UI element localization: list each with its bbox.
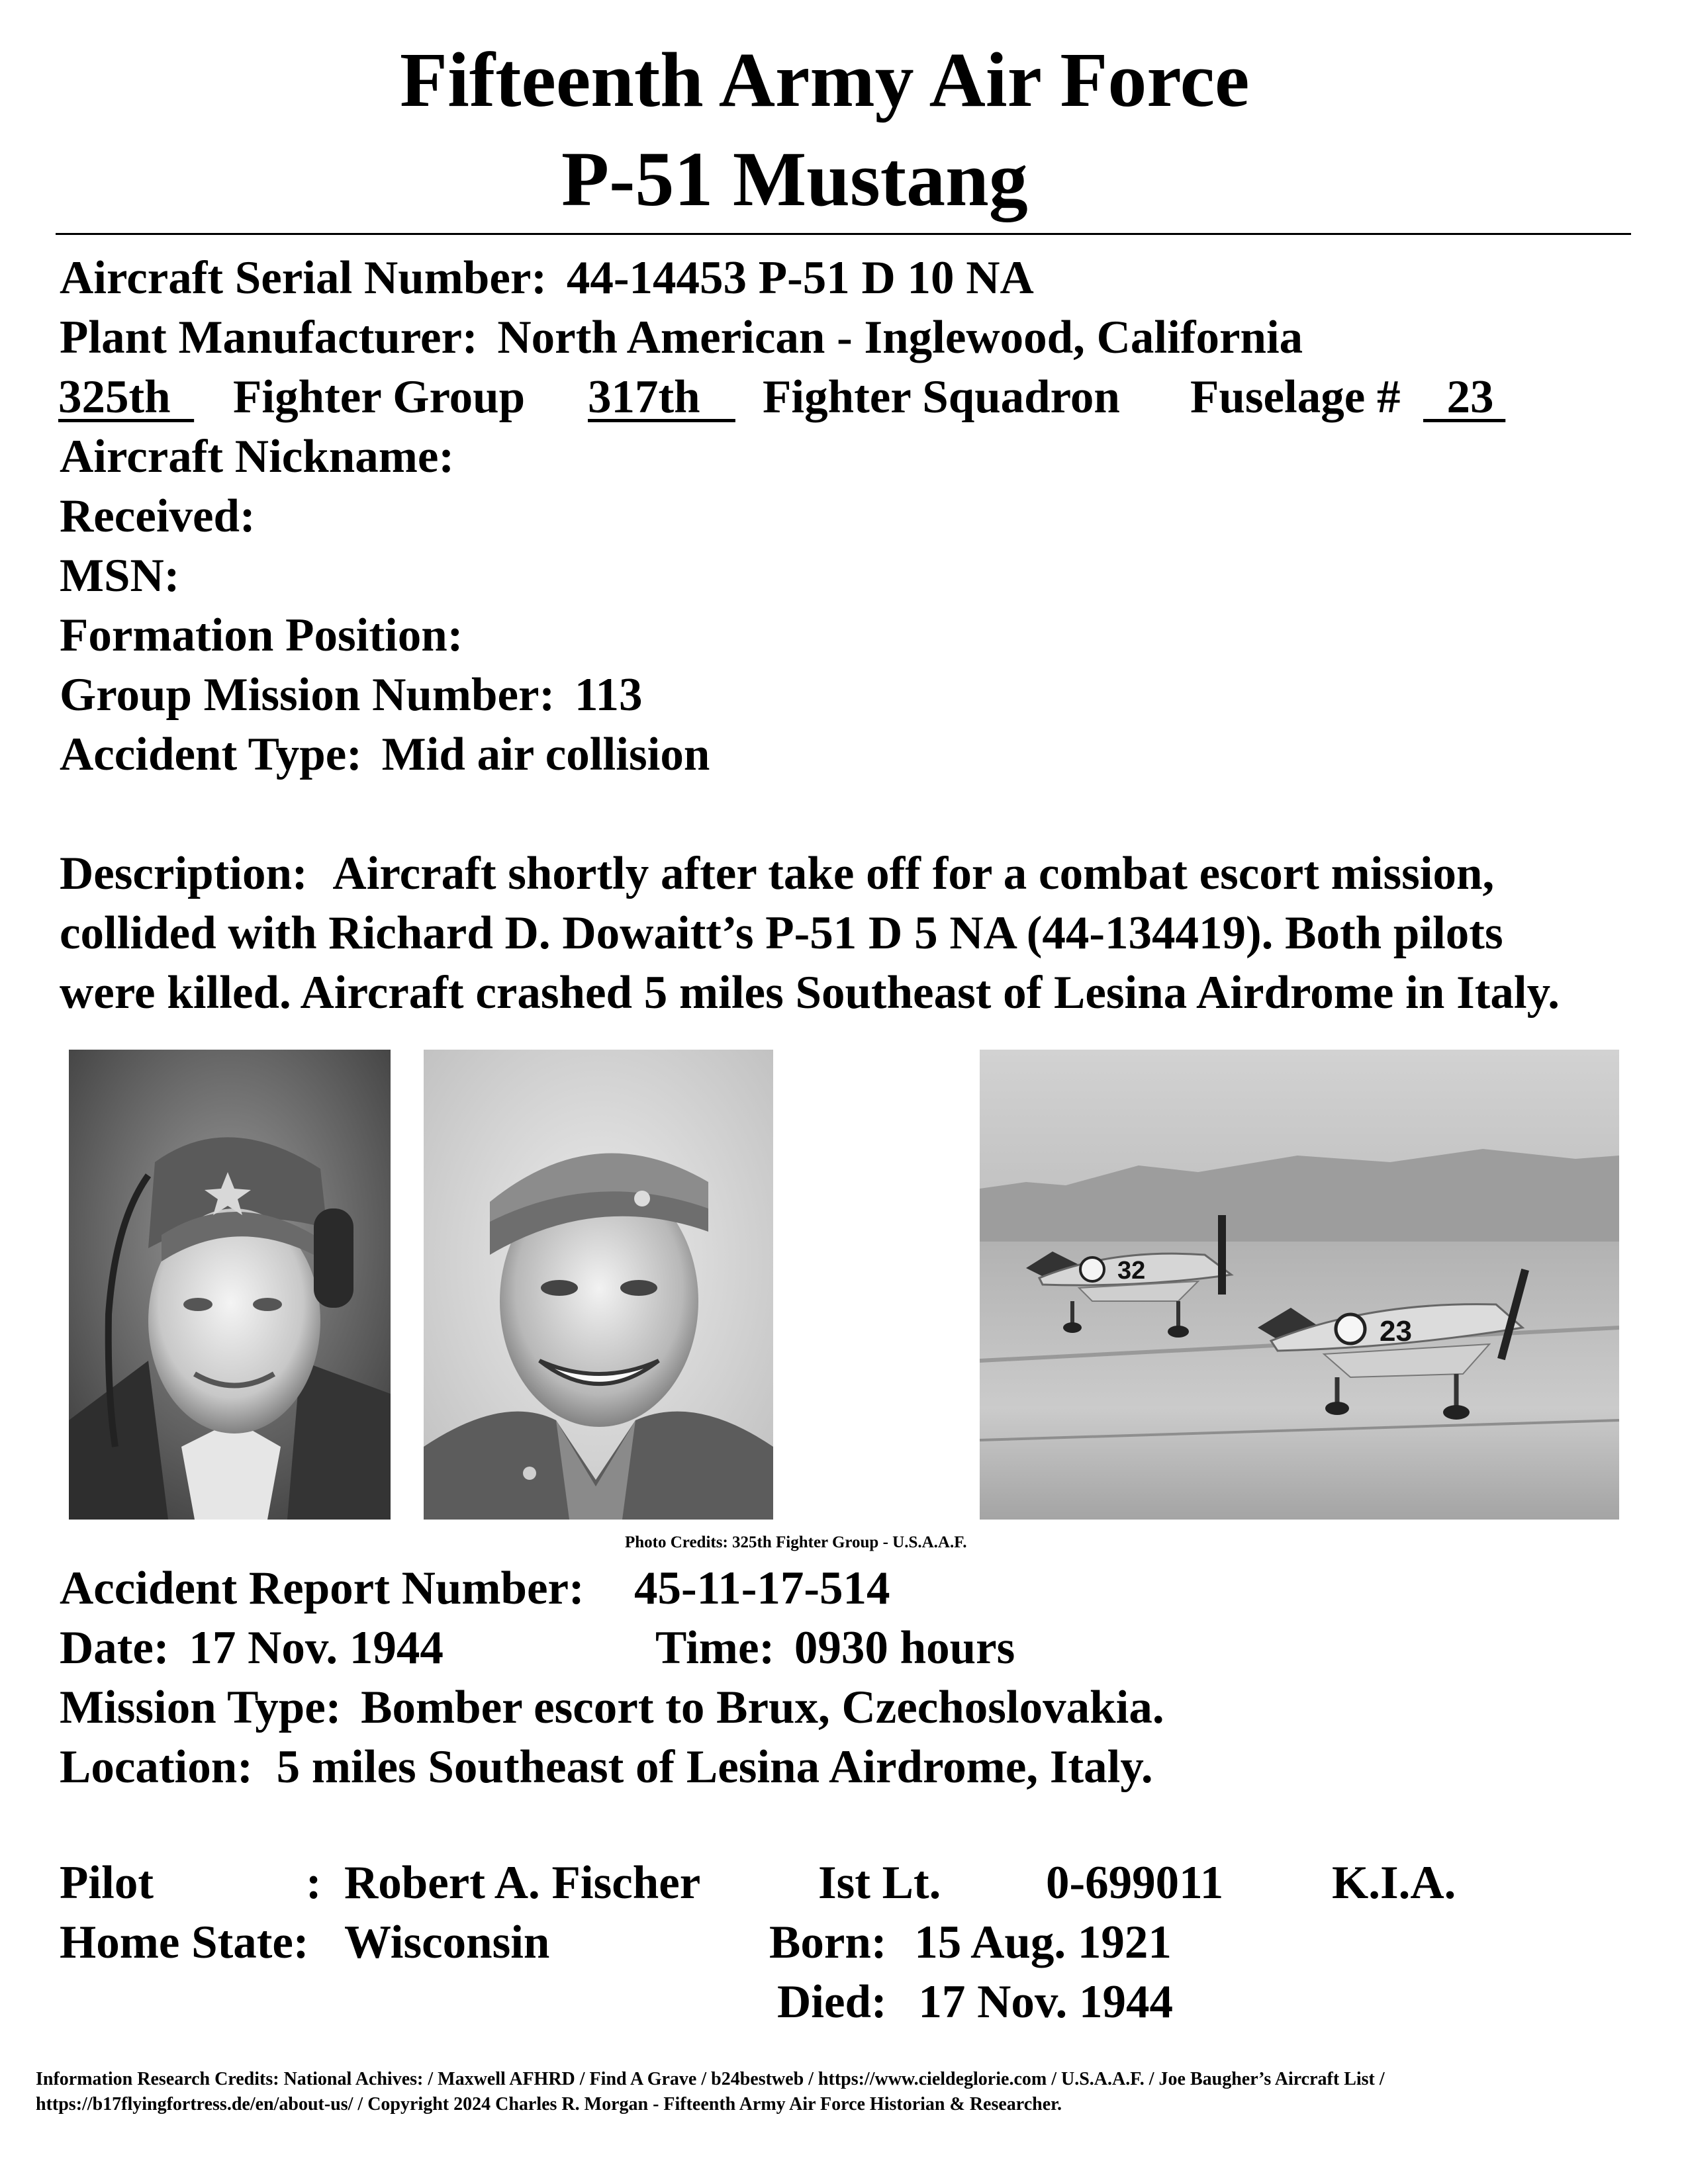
description-label: Description: (60, 848, 308, 899)
description-line-2: collided with Richard D. Dowaitt’s P-51 D 5 NA (44-134419). Both pilots (60, 907, 1503, 959)
location-value: 5 miles Southeast of Lesina Airdrome, Italy. (276, 1741, 1153, 1793)
nickname-label: Aircraft Nickname: (60, 431, 455, 482)
group-mission-number-row (60, 669, 643, 721)
died-value: 17 Nov. 1944 (918, 1976, 1174, 2028)
fuselage-label: Fuselage # (1190, 371, 1401, 423)
fighter-group-value: 325th (58, 371, 195, 423)
born-row (769, 1919, 1172, 1966)
description-line-3: were killed. Aircraft crashed 5 miles Southeast of Lesina Airdrome in Italy. (60, 967, 1560, 1019)
pilot-portrait-photo-2 (424, 1050, 773, 1520)
msn-label: MSN: (60, 550, 180, 602)
mission-type-label: Mission Type: (60, 1682, 342, 1733)
group-mission-number-value: 113 (574, 669, 643, 721)
time-row (655, 1622, 1015, 1674)
aircraft-airfield-photo (980, 1050, 1619, 1520)
page-title: Fifteenth Army Air Force (400, 36, 1250, 123)
serial-number-label: Aircraft Serial Number: (60, 252, 547, 304)
accident-type-value: Mid air collision (381, 729, 710, 780)
serial-number-row (60, 252, 1034, 304)
location-label: Location: (60, 1741, 253, 1793)
died-label: Died: (777, 1976, 887, 2028)
pilot-rank: Ist Lt. (818, 1857, 941, 1909)
pilot-name: Robert A. Fischer (344, 1857, 701, 1909)
photo-credits: Photo Credits: 325th Fighter Group - U.S.A.A.F. (625, 1533, 967, 1551)
fuselage-value: 23 (1423, 371, 1506, 423)
received-label: Received: (60, 490, 256, 542)
serial-number-value: 44-14453 P-51 D 10 NA (566, 252, 1034, 304)
formation-position-label: Formation Position: (60, 610, 463, 661)
accident-type-row (60, 731, 710, 778)
born-label: Born: (769, 1917, 887, 1968)
page-subtitle: P-51 Mustang (561, 136, 1028, 222)
date-label: Date: (60, 1622, 169, 1674)
manufacturer-row (60, 314, 1303, 361)
aircraft-marking-1: 32 (1117, 1257, 1146, 1285)
date-row (60, 1622, 444, 1674)
pilot-colon: : (306, 1857, 322, 1909)
aircraft-marking-2: 23 (1380, 1315, 1412, 1347)
pilot-status: K.I.A. (1332, 1857, 1456, 1909)
mission-type-value: Bomber escort to Brux, Czechoslovakia. (361, 1682, 1164, 1733)
date-value: 17 Nov. 1944 (189, 1622, 444, 1674)
research-credits-line-2: https://b17flyingfortress.de/en/about-us/ / Copyright 2024 Charles R. Morgan - Fifteenth Army Air Force Historian & Researcher. (36, 2094, 1062, 2115)
manufacturer-label: Plant Manufacturer: (60, 312, 478, 363)
manufacturer-value: North American - Inglewood, California (497, 312, 1303, 363)
accident-report-value: 45-11-17-514 (634, 1563, 890, 1614)
location-row (60, 1741, 1153, 1793)
died-row (777, 1976, 1174, 2028)
born-value: 15 Aug. 1921 (914, 1917, 1172, 1968)
pilot-serial: 0-699011 (1046, 1857, 1224, 1909)
pilot-label: Pilot (60, 1857, 154, 1909)
home-state-label: Home State: (60, 1917, 309, 1968)
fighter-squadron-label: Fighter Squadron (763, 371, 1120, 423)
time-label: Time: (655, 1622, 775, 1674)
fighter-group-label: Fighter Group (233, 371, 526, 423)
fighter-squadron-value: 317th (588, 371, 735, 423)
accident-type-label: Accident Type: (60, 729, 362, 780)
accident-report-label: Accident Report Number: (60, 1563, 585, 1614)
time-value: 0930 hours (794, 1622, 1015, 1674)
home-state-value: Wisconsin (344, 1917, 550, 1968)
group-mission-number-label: Group Mission Number: (60, 669, 555, 721)
pilot-portrait-photo-1 (69, 1050, 391, 1520)
mission-type-row (60, 1684, 1164, 1731)
description-line-1: Description: Aircraft shortly after take off for a combat escort mission, (60, 848, 1495, 899)
title-divider (56, 233, 1631, 235)
research-credits-line-1: Information Research Credits: National Achives: / Maxwell AFHRD / Find A Grave / b24bestweb / https://www.cieldeglorie.com / U.S.A.A.F. / Joe Baugher’s Aircraft List / (36, 2069, 1385, 2089)
